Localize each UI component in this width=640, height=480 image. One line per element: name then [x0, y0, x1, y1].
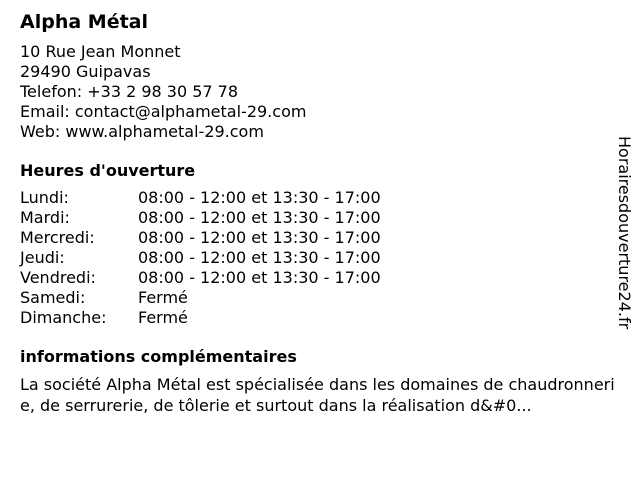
hours-table — [20, 188, 620, 328]
website: Web: www.alphametal-29.com — [20, 122, 264, 141]
phone: Telefon: +33 2 98 30 57 78 — [20, 82, 239, 101]
email: Email: contact@alphametal-29.com — [20, 102, 307, 121]
hours-row — [20, 228, 620, 248]
business-name: Alpha Métal — [20, 11, 148, 33]
address-city: 29490 Guipavas — [20, 62, 151, 81]
hours-row — [20, 288, 620, 308]
watermark-text: Horairesdouverture24.fr — [615, 136, 634, 330]
hours-time: 08:00 - 12:00 et 13:30 - 17:00 — [138, 188, 381, 207]
hours-row — [20, 268, 620, 288]
hours-row — [20, 188, 620, 208]
hours-day: Jeudi: — [20, 248, 65, 267]
hours-time: 08:00 - 12:00 et 13:30 - 17:00 — [138, 248, 381, 267]
hours-time: 08:00 - 12:00 et 13:30 - 17:00 — [138, 268, 381, 287]
hours-day: Mercredi: — [20, 228, 95, 247]
hours-day: Dimanche: — [20, 308, 107, 327]
hours-day: Vendredi: — [20, 268, 96, 287]
hours-time: Fermé — [138, 308, 188, 327]
hours-day: Lundi: — [20, 188, 69, 207]
hours-day: Mardi: — [20, 208, 70, 227]
hours-time: Fermé — [138, 288, 188, 307]
hours-time: 08:00 - 12:00 et 13:30 - 17:00 — [138, 228, 381, 247]
hours-title: Heures d'ouverture — [20, 161, 196, 180]
hours-day: Samedi: — [20, 288, 86, 307]
info-text: La société Alpha Métal est spécialisée dans les domaines de chaudronnerie, de serrurerie, de tôlerie et surtout dans la réalisation d&#0... — [20, 375, 615, 415]
hours-row — [20, 308, 620, 328]
hours-row — [20, 248, 620, 268]
address-street: 10 Rue Jean Monnet — [20, 42, 181, 61]
hours-time: 08:00 - 12:00 et 13:30 - 17:00 — [138, 208, 381, 227]
hours-row — [20, 208, 620, 228]
info-title: informations complémentaires — [20, 347, 297, 366]
business-card — [20, 10, 620, 416]
